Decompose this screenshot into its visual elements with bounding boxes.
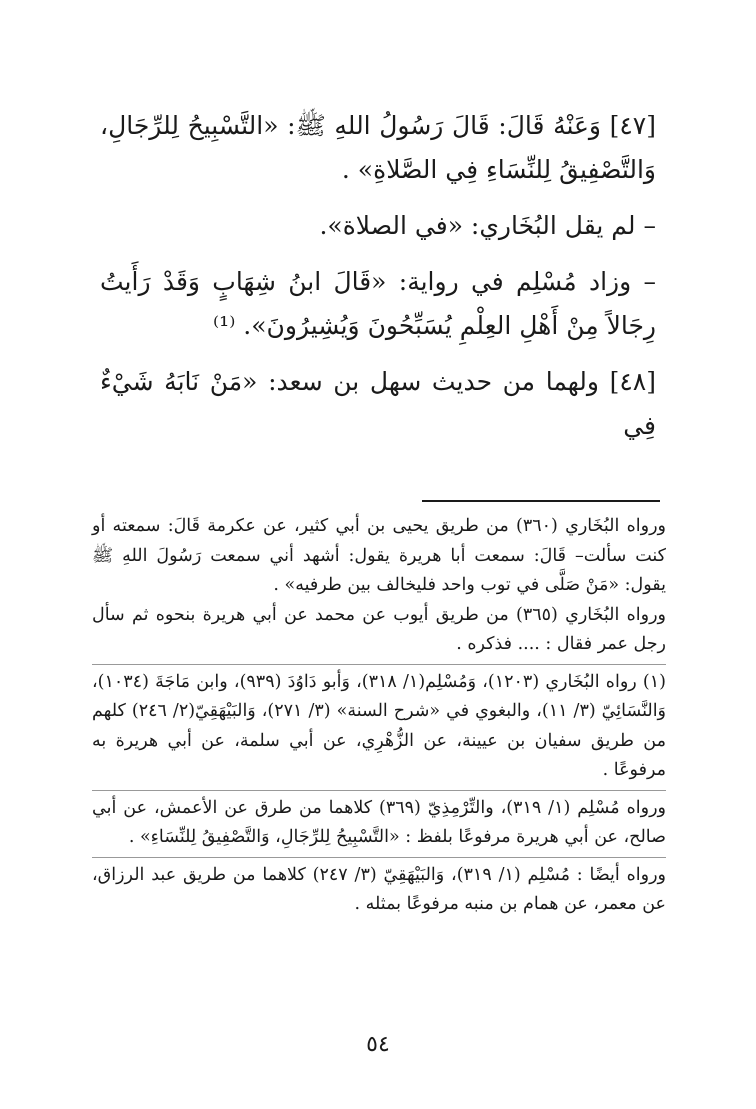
muslim-addition: – وزاد مُسْلِم في رواية: «قَالَ ابنُ شِهَابٍ وَقَدْ رَأَيتُ رِجَالاً مِنْ أَهْلِ العِلْمِ يُسَبِّحُونَ وَيُشِيرُونَ». ⁽¹⁾ — [100, 267, 656, 340]
hadith-48: [٤٨] ولهما من حديث سهل بن سعد: «مَنْ نَابَهُ شَيْءٌ فِي — [100, 367, 656, 440]
footnote-1: (١) رواه البُخَاري (١٢٠٣)، وَمُسْلِم(١/ ٣١٨)، وَأبو دَاوُدَ (٩٣٩)، وابن مَاجَةَ (١٠٣٤)، وَالنَّسَائِيّ (٣/ ١١)، والبغوي في «شرح السنة» (٣/ ٢٧١)، وَالبَيْهَقِيّ(٢/ ٢٤٦) كلهم من طريق سفيان بن عيينة، عن الزُّهْرِي، عن أبي سلمة، عن أبي هريرة به مرفوعًا . — [92, 671, 667, 780]
main-text — [100, 104, 656, 460]
footnote-divider — [422, 500, 660, 502]
footnote-block: ورواه أيضًا : مُسْلِم (١/ ٣١٩)، وَالبَيْهَقِيّ (٣/ ٢٤٧) كلاهما من طريق عبد الرزاق، عن معمر، عن همام بن منبه مرفوعًا بمثله . — [92, 864, 666, 914]
footnote-block: ورواه البُخَاري (٣٦٠) من طريق يحيى بن أبي كثير، عن عكرمة قَالَ: سمعته أو كنت سألت– قَالَ: سمعت أبا هريرة يقول: أشهد أني سمعت رَسُولَ اللهِ ﷺ يقول: «مَنْ صَلَّى في توب واحد فليخالف بين طرفيه» . — [92, 516, 667, 595]
footnotes — [92, 512, 666, 920]
footnote-block: ورواه البُخَاري (٣٦٥) من طريق أيوب عن محمد عن أبي هريرة بنحوه ثم سأل رجل عمر فقال : .... فذكره . — [92, 604, 667, 654]
footnote-separator — [92, 664, 666, 665]
hadith-47: [٤٧] وَعَنْهُ قَالَ: قَالَ رَسُولُ اللهِ ﷺ: «التَّسْبِيحُ لِلرِّجَالِ، وَالتَّصْفِيقُ لِلنِّسَاءِ فِي الصَّلاةِ» . — [100, 111, 656, 184]
bukhari-note: – لم يقل البُخَاري: «في الصلاة». — [319, 211, 656, 240]
footnote-block: ورواه مُسْلِم (١/ ٣١٩)، والتِّرْمِذِيّ (٣٦٩) كلاهما من طرق عن الأعمش، عن أبي صالح، عن أبي هريرة مرفوعًا بلفظ : «التَّسْبِيحُ لِلرِّجَالِ، وَالتَّصْفِيقُ لِلنِّسَاءِ» . — [92, 797, 666, 847]
footnote-separator — [92, 857, 666, 858]
page-number: ٥٤ — [366, 1032, 390, 1057]
footnote-separator — [92, 790, 666, 791]
